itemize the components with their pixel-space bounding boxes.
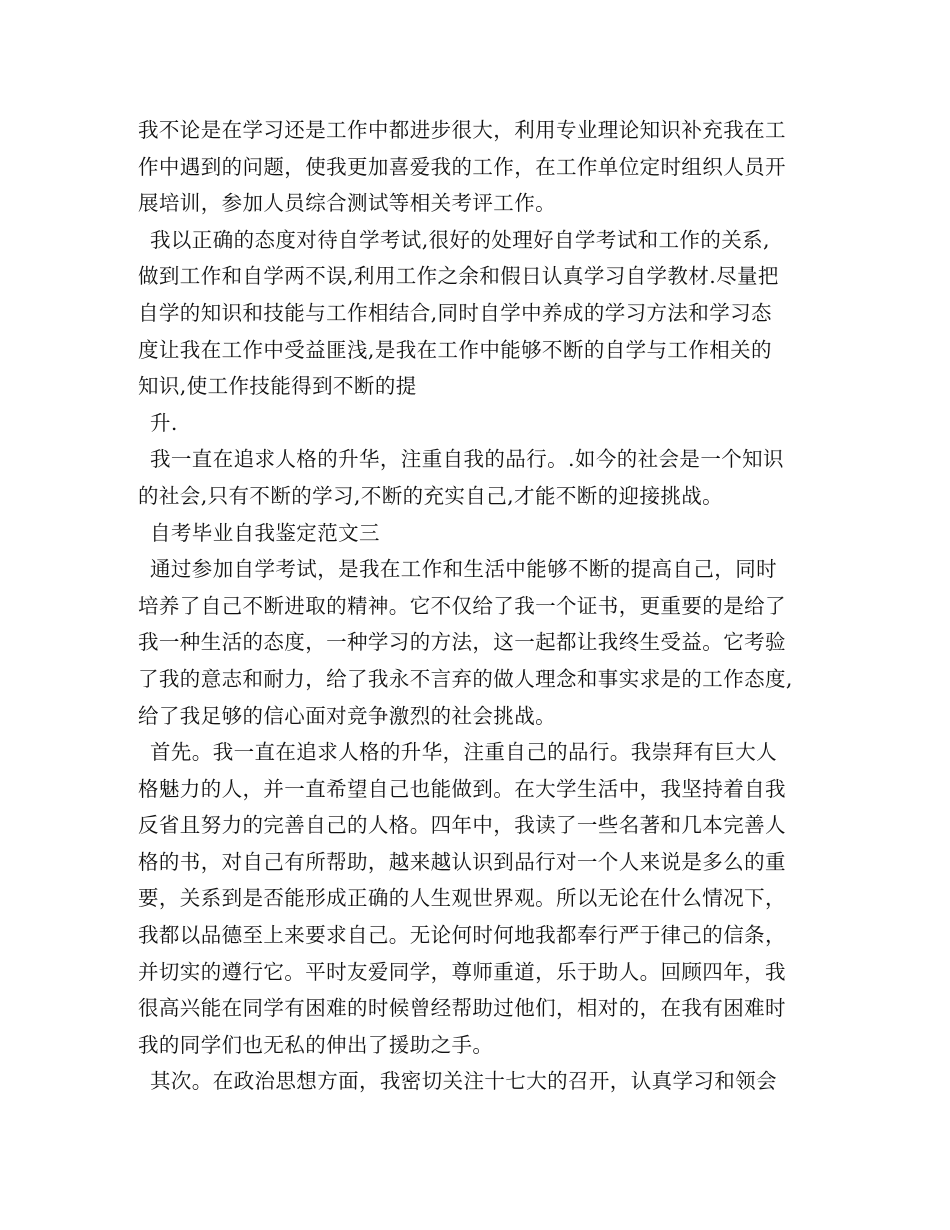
text-line: 格魅力的人，并一直希望自己也能做到。在大学生活中，我坚持着自我 xyxy=(138,776,786,801)
text-line: 知识,使工作技能得到不断的提 xyxy=(138,374,417,399)
text-line: 升. xyxy=(150,410,178,435)
text-line: 要，关系到是否能形成正确的人生观世界观。所以无论在什么情况下， xyxy=(138,886,786,911)
text-line: 做到工作和自学两不误,利用工作之余和假日认真学习自学教材.尽量把 xyxy=(138,264,779,289)
text-line: 我不论是在学习还是工作中都进步很大，利用专业理论知识补充我在工 xyxy=(138,118,786,142)
text-line: 展培训，参加人员综合测试等相关考评工作。 xyxy=(138,191,556,216)
document-body xyxy=(138,112,828,1100)
text-line: 我都以品德至上来要求自己。无论何时何地我都奉行严于律己的信条， xyxy=(138,923,786,948)
text-line: 很高兴能在同学有困难的时候曾经帮助过他们，相对的，在我有困难时 xyxy=(138,996,786,1021)
text-line: 反省且努力的完善自己的人格。四年中，我读了一些名著和几本完善人 xyxy=(138,813,786,838)
text-line: 给了我足够的信心面对竞争激烈的社会挑战。 xyxy=(138,703,556,728)
text-line: 培养了自己不断进取的精神。它不仅给了我一个证书，更重要的是给了 xyxy=(138,593,786,618)
text-line: 并切实的遵行它。平时友爱同学，尊师重道，乐于助人。回顾四年，我 xyxy=(138,959,786,984)
text-line: 我一种生活的态度，一种学习的方法，这一起都让我终生受益。它考验 xyxy=(138,630,786,655)
text-line: 度让我在工作中受益匪浅,是我在工作中能够不断的自学与工作相关的 xyxy=(138,337,772,362)
text-line: 作中遇到的问题，使我更加喜爱我的工作，在工作单位定时组织人员开 xyxy=(138,154,786,179)
text-line: 自考毕业自我鉴定范文三 xyxy=(150,520,380,545)
text-line: 其次。在政治思想方面，我密切关注十七大的召开，认真学习和领会 xyxy=(150,1069,777,1094)
text-line: 我以正确的态度对待自学考试,很好的处理好自学考试和工作的关系, xyxy=(150,227,770,252)
text-line: 自学的知识和技能与工作相结合,同时自学中养成的学习方法和学习态 xyxy=(138,300,772,325)
text-line: 通过参加自学考试，是我在工作和生活中能够不断的提高自己，同时 xyxy=(150,557,777,582)
text-line: 首先。我一直在追求人格的升华，注重自己的品行。我崇拜有巨大人 xyxy=(150,740,777,765)
text-line: 格的书，对自己有所帮助，越来越认识到品行对一个人来说是多么的重 xyxy=(138,849,786,874)
text-line: 我一直在追求人格的升华，注重自我的品行。.如今的社会是一个知识 xyxy=(150,447,784,472)
text-line: 了我的意志和耐力，给了我永不言弃的做人理念和事实求是的工作态度, xyxy=(138,666,793,691)
text-line: 的社会,只有不断的学习,不断的充实自己,才能不断的迎接挑战。 xyxy=(138,483,724,508)
text-line: 我的同学们也无私的伸出了援助之手。 xyxy=(138,1032,494,1057)
